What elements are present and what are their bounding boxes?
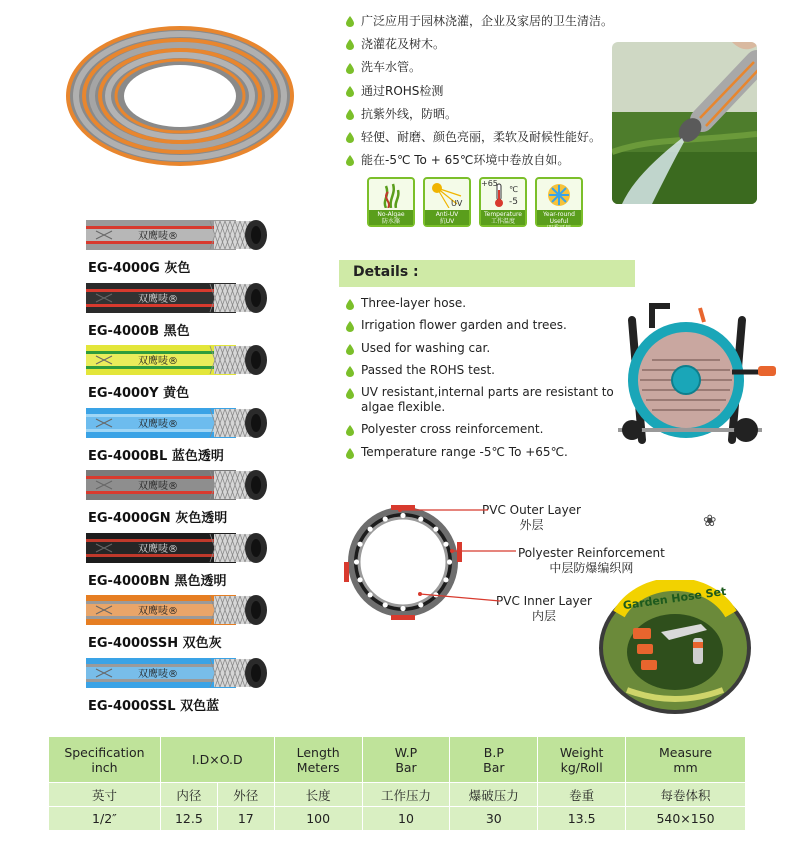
- hose-sample: [86, 342, 268, 378]
- reinforcement-dot: [443, 577, 448, 582]
- clover-icon: ❀: [703, 511, 717, 530]
- subheader-cell: 工作压力: [362, 783, 450, 807]
- leaf-bullet-icon: [346, 299, 354, 310]
- leaf-bullet-icon: [346, 388, 354, 399]
- reinforcement-dot: [383, 602, 388, 607]
- hose-model-label: EG-4000Y 黄色: [88, 386, 190, 401]
- reinforcement-dot: [443, 542, 448, 547]
- subheader-cell: 英寸: [49, 783, 161, 807]
- leaf-bullet-icon: [346, 448, 354, 459]
- brand-label: 双鹰唛®: [138, 356, 178, 367]
- brand-label: 双鹰唛®: [138, 606, 178, 617]
- table-cell: 17: [217, 807, 274, 831]
- hose-model-label: EG-4000G 灰色: [88, 261, 191, 276]
- badge-caption-en: Temperature: [483, 211, 522, 218]
- hose-sample: [86, 467, 268, 503]
- uv-sun-icon: [431, 182, 463, 208]
- leaf-bullet-icon: [346, 16, 354, 27]
- hose-sample: [86, 530, 268, 566]
- feature-item: [346, 149, 616, 172]
- feature-item: [346, 33, 616, 56]
- hose-sample: [86, 280, 268, 316]
- brand-label: 双鹰唛®: [138, 668, 178, 680]
- inner-layer-label: [496, 594, 592, 624]
- detail-item: [346, 296, 626, 311]
- temp-high: +65: [481, 179, 498, 188]
- badge-caption-cn: 抗UV: [439, 218, 455, 225]
- subheader-cell: 内径: [160, 783, 217, 807]
- detail-item: [346, 318, 626, 333]
- reinforcement-en: Polyester Reinforcement: [518, 546, 665, 560]
- detail-item: [346, 422, 626, 437]
- subheader-cell: 外径: [217, 783, 274, 807]
- reinforcement-dot: [383, 516, 388, 521]
- anti-uv-badge: [423, 177, 471, 227]
- header-cell: Length Meters: [274, 737, 362, 783]
- table-cell: 540×150: [626, 807, 746, 831]
- table-row: [49, 807, 746, 831]
- table-cell: 10: [362, 807, 450, 831]
- detail-text: Polyester cross reinforcement.: [361, 422, 544, 437]
- reinforcement-dot: [447, 559, 452, 564]
- hose-set-package-image: [597, 580, 752, 716]
- inner-layer-cn: 内层: [531, 609, 556, 623]
- header-cell: Specification inch: [49, 737, 161, 783]
- reinforcement-dot: [357, 542, 362, 547]
- feature-item: [346, 10, 616, 33]
- feature-badges: [367, 177, 583, 232]
- feature-text: 轻便、耐磨、颜色亮丽，柔软及耐候性能好。: [361, 130, 602, 145]
- table-cell: 100: [274, 807, 362, 831]
- reinforcement-dot: [357, 577, 362, 582]
- leaf-bullet-icon: [346, 366, 354, 377]
- hose-model-label: EG-4000BL 蓝色透明: [88, 448, 224, 464]
- uv-mark: UV: [451, 198, 463, 208]
- feature-item: [346, 103, 616, 126]
- brand-label: 双鹰唛®: [138, 231, 178, 242]
- subheader-cell: 每卷体积: [626, 783, 746, 807]
- badge-caption-en: Anti-UV: [435, 211, 459, 218]
- badge-caption-cn: 四季可用: [546, 225, 571, 232]
- outer-layer-label: [482, 503, 581, 533]
- reinforcement-dot: [368, 527, 373, 532]
- reinforcement-dot: [368, 592, 373, 597]
- year-round-badge: [535, 177, 583, 232]
- detail-item: [346, 385, 626, 415]
- leaf-bullet-icon: [346, 155, 354, 166]
- subheader-cell: 爆破压力: [450, 783, 538, 807]
- table-subheader-row: [49, 783, 746, 807]
- leaf-bullet-icon: [346, 321, 354, 332]
- detail-item: [346, 341, 626, 356]
- leaf-bullet-icon: [346, 39, 354, 50]
- table-header-row: [49, 737, 746, 783]
- header-cell: Weight kg/Roll: [538, 737, 626, 783]
- feature-text: 抗紫外线，防晒。: [361, 106, 458, 121]
- package-title: Garden Hose Set: [622, 584, 727, 613]
- feature-text: 广泛应用于园林浇灌，企业及家居的卫生清洁。: [361, 14, 614, 28]
- feature-list-cn: [346, 10, 616, 172]
- feature-item: [346, 126, 616, 149]
- detail-text: Temperature range -5℃ To +65℃.: [361, 444, 568, 459]
- brand-label: 双鹰唛®: [138, 481, 178, 492]
- details-title: Details :: [353, 264, 419, 280]
- hose-coil-image: [62, 22, 298, 170]
- reinforcement-cn: 中层防爆编织网: [549, 561, 634, 575]
- badge-caption-cn: 防水藻: [381, 218, 400, 225]
- hose-model-label: EG-4000SSH 双色灰: [88, 636, 222, 651]
- detail-item: [346, 363, 626, 378]
- badge-caption-en: Year-round Useful: [543, 211, 575, 225]
- brand-label: 双鹰唛®: [138, 293, 178, 305]
- temperature-badge: [479, 177, 527, 227]
- temp-unit: ℃: [509, 185, 518, 194]
- feature-text: 能在-5℃ To + 65℃环境中卷放自如。: [361, 153, 570, 168]
- leaf-bullet-icon: [346, 132, 354, 143]
- detail-text: Used for washing car.: [361, 340, 491, 355]
- detail-item: [346, 445, 626, 460]
- reinforcement-dot: [433, 592, 438, 597]
- outer-layer-cn: 外层: [519, 518, 544, 532]
- feature-text: 洗车水管。: [361, 60, 422, 75]
- badge-caption-cn: 工作温度: [490, 218, 515, 225]
- reinforcement-dot: [400, 606, 405, 611]
- brand-label: 双鹰唛®: [138, 418, 178, 430]
- header-cell: B.P Bar: [450, 737, 538, 783]
- feature-text: 通过ROHS检测: [361, 83, 444, 98]
- hose-sample: [86, 217, 268, 253]
- table-cell: 13.5: [538, 807, 626, 831]
- detail-text: UV resistant,internal parts are resistant to algae flexible.: [361, 385, 614, 415]
- hose-sample: [86, 592, 268, 628]
- table-cell: 12.5: [160, 807, 217, 831]
- inner-layer-en: PVC Inner Layer: [496, 594, 592, 608]
- leaf-bullet-icon: [346, 109, 354, 120]
- header-cell: I.D×O.D: [160, 737, 274, 783]
- header-cell: Measure mm: [626, 737, 746, 783]
- temp-low: -5: [509, 197, 518, 207]
- no-algae-badge: [367, 177, 415, 227]
- hose-sample: [86, 405, 268, 441]
- details-header: [339, 260, 635, 287]
- leaf-bullet-icon: [346, 86, 354, 97]
- detail-text: Three-layer hose.: [361, 296, 467, 310]
- hose-model-label: EG-4000BN 黑色透明: [88, 573, 227, 589]
- hose-sample: [86, 655, 268, 691]
- detail-text: Irrigation flower garden and trees.: [361, 318, 567, 333]
- subheader-cell: 卷重: [538, 783, 626, 807]
- table-cell: 30: [450, 807, 538, 831]
- badge-caption-en: No-Algae: [377, 211, 405, 218]
- detail-text: Passed the ROHS test.: [361, 362, 495, 377]
- reinforcement-dot: [354, 559, 359, 564]
- details-list: [346, 296, 626, 467]
- feature-text: 浇灌花及树木。: [361, 37, 446, 52]
- outer-layer-en: PVC Outer Layer: [482, 503, 581, 517]
- leaf-bullet-icon: [346, 425, 354, 436]
- hose-cross-section: [338, 505, 468, 620]
- subheader-cell: 长度: [274, 783, 362, 807]
- hose-model-label: EG-4000B 黑色: [88, 323, 190, 339]
- brand-label: 双鹰唛®: [138, 543, 178, 555]
- reinforcement-label: [518, 546, 665, 576]
- reinforcement-dot: [418, 516, 423, 521]
- reinforcement-dot: [418, 602, 423, 607]
- header-cell: W.P Bar: [362, 737, 450, 783]
- feature-item: [346, 80, 616, 103]
- watering-photo: [612, 42, 757, 204]
- table-cell: 1/2″: [49, 807, 161, 831]
- leaf-bullet-icon: [346, 63, 354, 74]
- feature-item: [346, 56, 616, 79]
- leaf-bullet-icon: [346, 344, 354, 355]
- reinforcement-dot: [400, 513, 405, 518]
- spec-table: [48, 736, 746, 831]
- snowflake-icon: [546, 182, 572, 208]
- seaweed-icon: [378, 182, 404, 208]
- hose-model-label: EG-4000GN 灰色透明: [88, 511, 228, 526]
- reinforcement-dot: [433, 527, 438, 532]
- hose-reel-image: [612, 300, 780, 450]
- hose-model-label: EG-4000SSL 双色蓝: [88, 698, 220, 714]
